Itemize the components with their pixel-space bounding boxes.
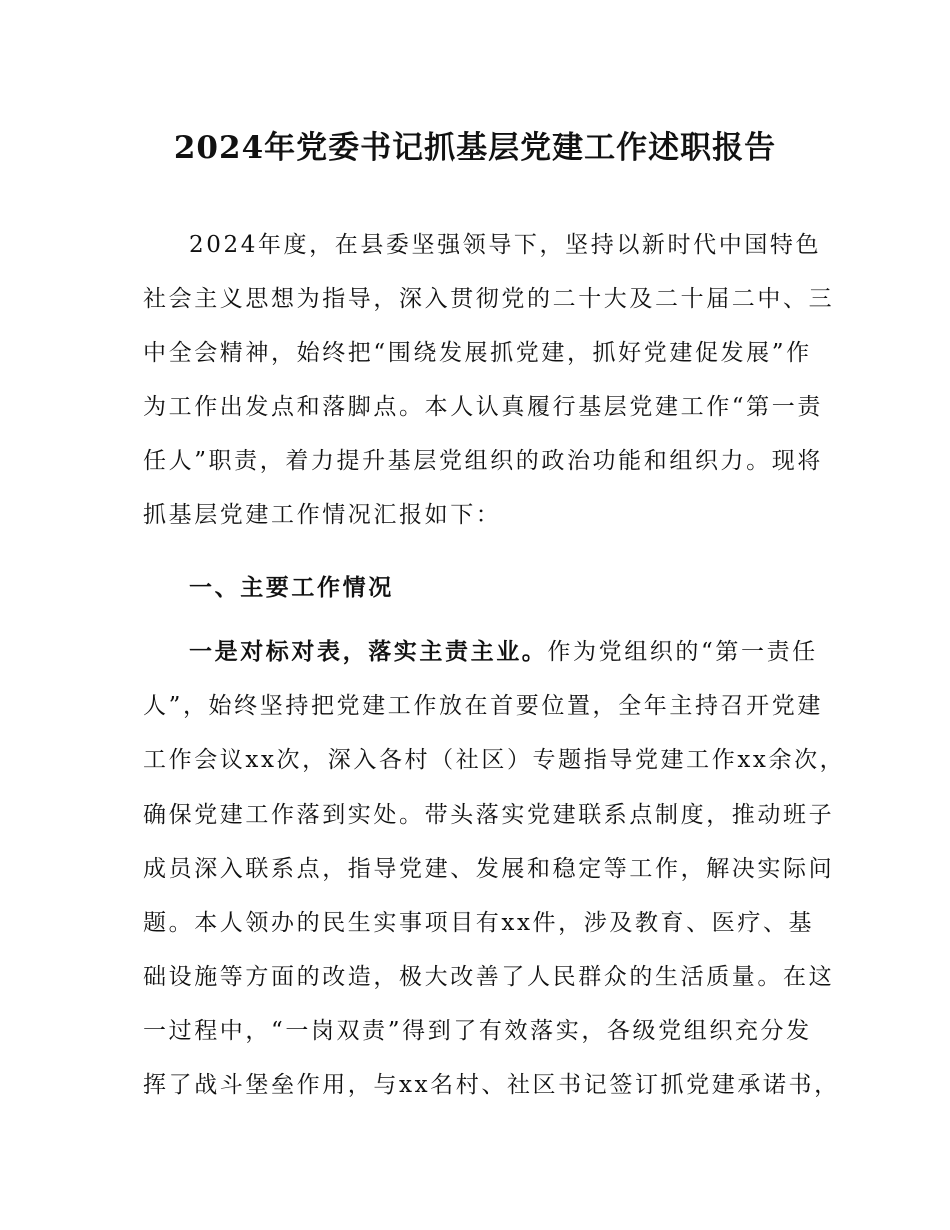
text-line: 题。本人领办的民生实事项目有xx件，涉及教育、医疗、基 bbox=[143, 910, 815, 936]
text-line: 任人”职责，着力提升基层党组织的政治功能和组织力。现将 bbox=[143, 448, 823, 474]
text-line: 成员深入联系点，指导党建、发展和稳定等工作，解决实际问 bbox=[143, 856, 835, 882]
text-line bbox=[189, 637, 818, 667]
text-line: 确保党建工作落到实处。带头落实党建联系点制度，推动班子 bbox=[143, 802, 835, 828]
text-line: 为工作出发点和落脚点。本人认真履行基层党建工作“第一责 bbox=[143, 394, 823, 420]
point-lead: 一是对标对表，落实主责主业。 bbox=[189, 639, 548, 665]
text-line: 工作会议xx次，深入各村（社区）专题指导党建工作xx余次， bbox=[143, 747, 846, 773]
text-span: 作为党组织的“第一责任 bbox=[547, 639, 818, 665]
section-heading: 一、主要工作情况 bbox=[189, 575, 394, 601]
text-line: 社会主义思想为指导，深入贯彻党的二十大及二十届二中、三 bbox=[143, 286, 835, 312]
text-line: 挥了战斗堡垒作用，与xx名村、社区书记签订抓党建承诺书， bbox=[143, 1072, 840, 1098]
text-line: 一过程中，“一岗双责”得到了有效落实，各级党组织充分发 bbox=[143, 1018, 812, 1044]
text-line: 人”，始终坚持把党建工作放在首要位置，全年主持召开党建 bbox=[143, 693, 823, 719]
text-line: 抓基层党建工作情况汇报如下： bbox=[143, 502, 502, 528]
text-line: 础设施等方面的改造，极大改善了人民群众的生活质量。在这 bbox=[143, 964, 835, 990]
document-title: 2024年党委书记抓基层党建工作述职报告 bbox=[173, 130, 777, 166]
text-line: 中全会精神，始终把“围绕发展抓党建，抓好党建促发展”作 bbox=[143, 340, 812, 366]
text-line: 2024年度，在县委坚强领导下，坚持以新时代中国特色 bbox=[189, 232, 822, 258]
